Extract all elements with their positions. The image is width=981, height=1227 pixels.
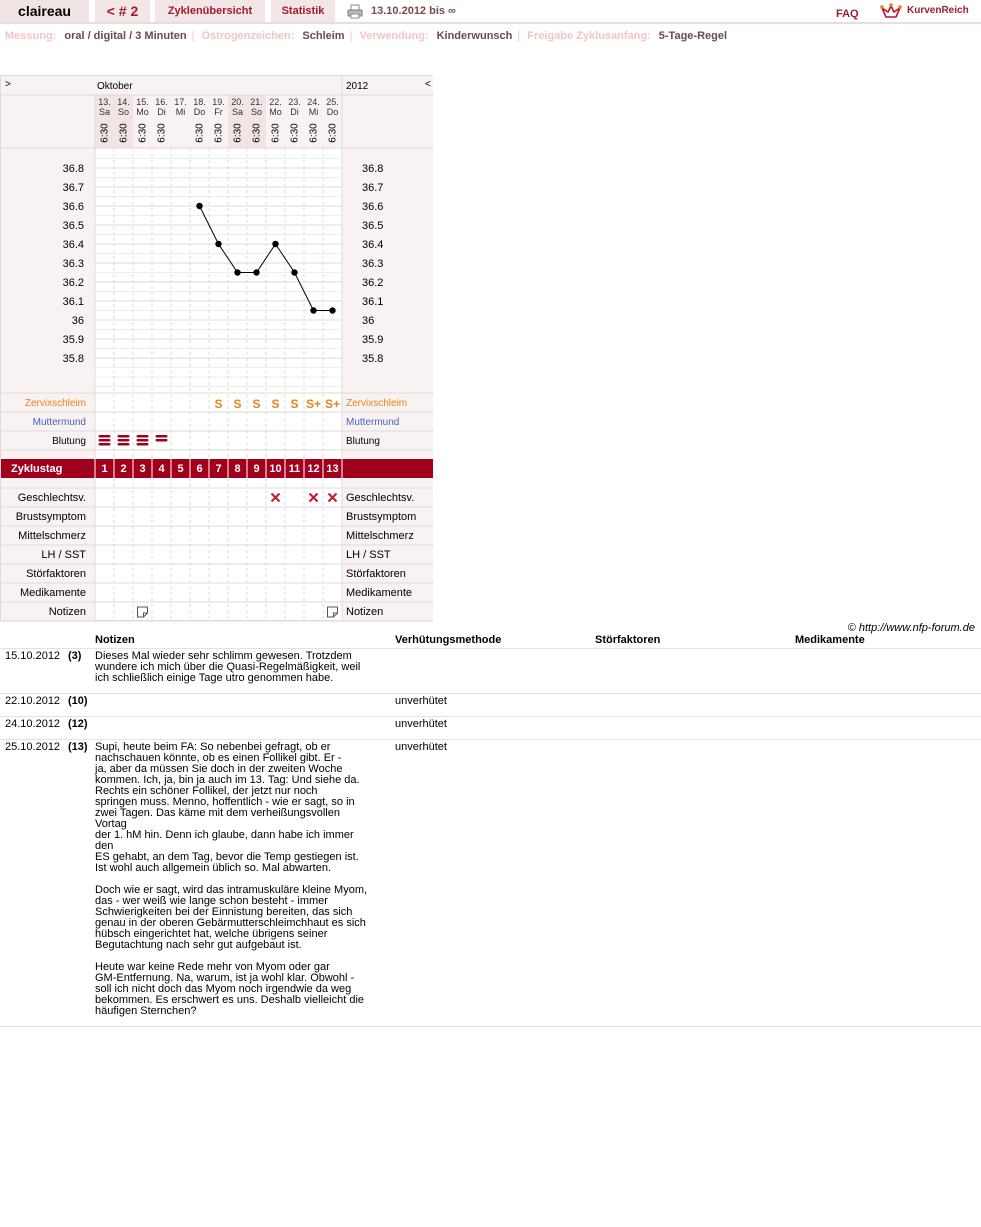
row-label-right: Brustsymptom: [346, 511, 417, 523]
user-tab[interactable]: claireau: [0, 0, 89, 22]
y-tick-label-left: 36.6: [62, 201, 84, 213]
row-disturbances: [595, 694, 795, 717]
notes-table: [0, 634, 981, 1027]
time-label: 6:30: [251, 123, 263, 143]
weekday-label: So: [117, 107, 130, 117]
temperature-point: [310, 307, 316, 313]
estrogen-value: Schleim: [302, 30, 345, 42]
temperature-point: [196, 203, 202, 209]
y-tick-label-right: 36.7: [362, 182, 384, 194]
date-label: 21.: [250, 97, 263, 107]
date-label: 22.: [269, 97, 282, 107]
crown-icon: [880, 2, 902, 20]
y-tick-label-right: 35.9: [362, 334, 384, 346]
row-label-right: LH / SST: [346, 549, 391, 561]
cycle-day-number: 10: [269, 463, 282, 475]
cycle-day-number: 4: [158, 463, 165, 475]
row-medication: [795, 740, 981, 1027]
nav-next-arrow: <: [425, 79, 431, 90]
cycle-day-number: 5: [177, 463, 184, 475]
row-cycle-day: (12): [68, 718, 88, 730]
y-tick-label-left: 36.5: [62, 220, 84, 232]
row-note-cell: [95, 694, 395, 717]
temperature-point: [272, 241, 278, 247]
y-tick-label-left: 36.4: [62, 239, 84, 251]
y-tick-label-right: 36: [362, 315, 375, 327]
kurvenreich-logo[interactable]: [880, 2, 980, 22]
y-tick-label-left: 35.9: [62, 334, 84, 346]
row-method: [395, 649, 595, 694]
bleeding-marker: [118, 443, 130, 446]
separator: |: [191, 30, 195, 42]
row-label-right: Störfaktoren: [346, 568, 406, 580]
row-method: unverhütet: [395, 717, 595, 740]
top-navigation: [0, 0, 981, 24]
row-date: 24.10.2012: [5, 718, 61, 730]
bleeding-marker: [99, 439, 111, 442]
intercourse-marker: [272, 494, 280, 502]
time-label: 6:30: [289, 123, 301, 143]
weekday-label: Fr: [214, 107, 223, 117]
row-label-right: Medikamente: [346, 587, 413, 599]
temperature-point: [253, 269, 259, 275]
separator: |: [349, 30, 353, 42]
row-date: 15.10.2012: [5, 650, 61, 662]
measure-value: oral / digital / 3 Minuten: [64, 30, 187, 42]
cervix-mucus-symbol: S: [214, 397, 223, 411]
row-label-right: Zervixschleim: [346, 398, 408, 409]
row-medication: [795, 649, 981, 694]
y-tick-label-left: 36.8: [62, 163, 84, 175]
weekday-label: Do: [326, 107, 339, 117]
month-label: Oktober: [97, 81, 133, 92]
date-label: 23.: [288, 97, 301, 107]
time-label: 6:30: [213, 123, 225, 143]
bleeding-marker: [99, 443, 111, 446]
time-label: 6:30: [118, 123, 130, 143]
cycle-day-number: 3: [139, 463, 146, 475]
cervix-mucus-symbol: S: [233, 397, 242, 411]
row-label-left: Muttermund: [32, 417, 86, 428]
weekday-label: Mo: [136, 107, 149, 117]
row-date: 25.10.2012: [5, 741, 61, 753]
date-label: 24.: [307, 97, 320, 107]
row-cycle-day: (3): [68, 650, 82, 662]
row-note: Dieses Mal wieder sehr schlimm gewesen. Trotzdem wundere ich mich über die Quasi-Regelmäßigkeit, weil ich schließlich einige Tage utro genommen habe.: [95, 650, 361, 684]
bleeding-marker: [99, 435, 111, 438]
row-label-right: Muttermund: [346, 417, 400, 428]
row-cycle-day: (10): [68, 695, 88, 707]
date-label: 17.: [174, 97, 187, 107]
temperature-point: [215, 241, 221, 247]
printer-icon[interactable]: [347, 4, 363, 19]
row-date-cell: [0, 649, 95, 694]
row-label-right: Geschlechtsv.: [346, 492, 415, 504]
date-label: 15.: [136, 97, 149, 107]
time-label: 6:30: [270, 123, 282, 143]
row-note-cell: [95, 717, 395, 740]
cycle-day-number: 7: [215, 463, 222, 475]
date-label: 18.: [193, 97, 206, 107]
row-method: unverhütet: [395, 740, 595, 1027]
cervix-mucus-symbol: S+: [305, 397, 322, 411]
row-label-left: Mittelschmerz: [18, 530, 86, 542]
header-notes: Notizen: [95, 634, 395, 649]
time-label: 6:30: [99, 123, 111, 143]
separator: |: [517, 30, 521, 42]
weekday-label: Di: [157, 107, 166, 117]
y-tick-label-right: 36.5: [362, 220, 384, 232]
date-label: 14.: [117, 97, 130, 107]
weekday-label: Do: [193, 107, 206, 117]
y-tick-label-left: 36.3: [62, 258, 84, 270]
y-tick-label-right: 36.4: [362, 239, 384, 251]
time-label: 6:30: [232, 123, 244, 143]
cycle-date-range: 13.10.2012 bis ∞: [371, 5, 456, 17]
row-disturbances: [595, 717, 795, 740]
intercourse-marker: [310, 494, 318, 502]
header-spacer: [0, 634, 95, 649]
header-medication: Medikamente: [795, 634, 981, 649]
temperature-point: [329, 307, 335, 313]
time-label: 6:30: [327, 123, 339, 143]
y-tick-label-right: 36.3: [362, 258, 384, 270]
usage-label: Verwendung:: [359, 30, 429, 42]
row-label-left: Zervixschleim: [24, 398, 86, 409]
bleeding-marker: [118, 435, 130, 438]
row-label-left: Blutung: [52, 436, 86, 447]
table-row: [0, 694, 981, 717]
row-date: 22.10.2012: [5, 695, 61, 707]
row-medication: [795, 694, 981, 717]
cycle-day-number: 9: [253, 463, 260, 475]
date-label: 13.: [98, 97, 111, 107]
row-disturbances: [595, 649, 795, 694]
statistics-tab[interactable]: Statistik: [271, 0, 335, 22]
date-label: 19.: [212, 97, 225, 107]
cycle-day-number: 11: [288, 463, 301, 475]
row-label-left: Medikamente: [19, 587, 86, 599]
bleeding-marker: [118, 439, 130, 442]
y-tick-label-left: 36.7: [62, 182, 84, 194]
date-label: 25.: [326, 97, 339, 107]
row-label-left: LH / SST: [41, 549, 86, 561]
cycle-chart: [0, 75, 432, 621]
row-note-cell: [95, 649, 395, 694]
notes-table-header: [0, 634, 981, 649]
weekday-label: Sa: [231, 107, 244, 117]
header-method: Verhütungsmethode: [395, 634, 595, 649]
temperature-point: [234, 269, 240, 275]
cervix-mucus-symbol: S: [252, 397, 261, 411]
logo-text: KurvenReich: [907, 5, 969, 16]
weekday-label: Mo: [269, 107, 282, 117]
y-tick-label-right: 36.8: [362, 163, 384, 175]
row-note: Supi, heute beim FA: So nebenbei gefragt, ob er nachschauen könnte, ob es einen Follikel gibt. Er - ja, aber da müssen Sie doch in der zweiten Woche kommen. Ich, ja, bin ja auch im 13. Tag: Und siehe da. Rechts ein schöner Follikel, der jetzt nur noch springen muss. Menno, hoffentlich - wie er sagt, so in zwei Tagen. Das käme mit dem verheißungsvollen Vortag der 1. hM hin. Denn ich glaube, dann habe ich immer den ES gehabt, an dem Tag, bevor die Temp gestiegen ist. Ist wohl auch allgemein üblich so. Mal abwarten. Doch wie er sagt, wird das intramuskuläre kleine Myom, das - wer weiß wie lange schon besteht - immer Schwierigkeiten bei der Einnistung bereiten, das sich genau in der oberen Gebärmutterschleimchhaut es sich hübsch eingerichtet hat, welche übrigens seiner Begutachtung nach sehr gut aufgebaut ist. Heute war keine Rede mehr von Myom oder gar GM-Entfernung. Na, warum, ist ja wohl klar. Obwohl - soll ich nicht doch das Myom noch irgendwie da weg bekommen. Es erschwert es uns. Deshalb vielleicht die häufigen Sternchen?: [95, 741, 368, 1017]
cycle-day-number: 8: [234, 463, 241, 475]
row-date-cell: [0, 717, 95, 740]
row-disturbances: [595, 740, 795, 1027]
cycle-day-number: 6: [196, 463, 203, 475]
table-row: [0, 649, 981, 694]
date-label: 16.: [155, 97, 168, 107]
cycle-overview-tab[interactable]: Zyklenübersicht: [155, 0, 265, 22]
estrogen-label: Östrogenzeichen:: [201, 30, 295, 42]
weekday-label: Di: [290, 107, 299, 117]
cycle-day-number: 13: [326, 463, 339, 475]
bleeding-marker: [137, 443, 149, 446]
row-label-left: Störfaktoren: [26, 568, 86, 580]
table-row: [0, 740, 981, 1027]
y-tick-label-right: 35.8: [362, 353, 384, 365]
row-date-cell: [0, 694, 95, 717]
cycle-day-number: 1: [101, 463, 108, 475]
temperature-point: [291, 269, 297, 275]
notes-table-body: [0, 649, 981, 1027]
bleeding-marker: [156, 439, 168, 442]
time-label: 6:30: [194, 123, 206, 143]
cervix-mucus-symbol: S+: [324, 397, 341, 411]
bleeding-marker: [137, 439, 149, 442]
cervix-mucus-symbol: S: [290, 397, 299, 411]
y-tick-label-left: 36.1: [62, 296, 84, 308]
header-disturbances: Störfaktoren: [595, 634, 795, 649]
weekday-label: Sa: [98, 107, 111, 117]
cycle-day-number: 2: [120, 463, 127, 475]
bleeding-marker: [156, 435, 168, 438]
row-label-right: Blutung: [346, 436, 380, 447]
row-label-right: Mittelschmerz: [346, 530, 414, 542]
y-tick-label-left: 36: [71, 315, 84, 327]
row-method: unverhütet: [395, 694, 595, 717]
y-tick-label-right: 36.1: [362, 296, 384, 308]
row-cycle-day: (13): [68, 741, 88, 753]
row-label-left: Geschlechtsv.: [17, 492, 86, 504]
row-label-left: Brustsymptom: [15, 511, 86, 523]
y-tick-label-right: 36.2: [362, 277, 384, 289]
date-label: 20.: [231, 97, 244, 107]
weekday-label: So: [250, 107, 263, 117]
row-label-right: Notizen: [346, 606, 384, 618]
release-label: Freigabe Zyklusanfang:: [527, 30, 651, 42]
y-tick-label-left: 35.8: [62, 353, 84, 365]
release-value: 5-Tage-Regel: [658, 30, 728, 42]
cycle-chart-svg: [1, 76, 433, 622]
note-icon: [328, 607, 338, 617]
time-label: 6:30: [156, 123, 168, 143]
table-row: [0, 717, 981, 740]
note-icon: [138, 607, 148, 617]
cycle-selector-tab[interactable]: < # 2: [95, 0, 150, 22]
cycle-settings-line: [5, 30, 732, 42]
y-tick-label-right: 36.6: [362, 201, 384, 213]
time-label: 6:30: [137, 123, 149, 143]
row-medication: [795, 717, 981, 740]
cervix-mucus-symbol: S: [271, 397, 280, 411]
row-label-left: Notizen: [48, 606, 86, 618]
cycle-day-label: Zyklustag: [11, 463, 63, 475]
weekday-label: Mi: [175, 107, 186, 117]
usage-value: Kinderwunsch: [436, 30, 513, 42]
copyright-notice: © http://www.nfp-forum.de: [847, 622, 975, 634]
nav-prev-arrow: >: [5, 79, 11, 90]
time-label: 6:30: [308, 123, 320, 143]
year-label: 2012: [346, 81, 369, 92]
measure-label: Messung:: [5, 30, 57, 42]
cycle-day-number: 12: [307, 463, 320, 475]
faq-link[interactable]: FAQ: [836, 8, 859, 20]
row-note-cell: [95, 740, 395, 1027]
intercourse-marker: [329, 494, 337, 502]
weekday-label: Mi: [308, 107, 319, 117]
y-tick-label-left: 36.2: [62, 277, 84, 289]
row-date-cell: [0, 740, 95, 1027]
bleeding-marker: [137, 435, 149, 438]
